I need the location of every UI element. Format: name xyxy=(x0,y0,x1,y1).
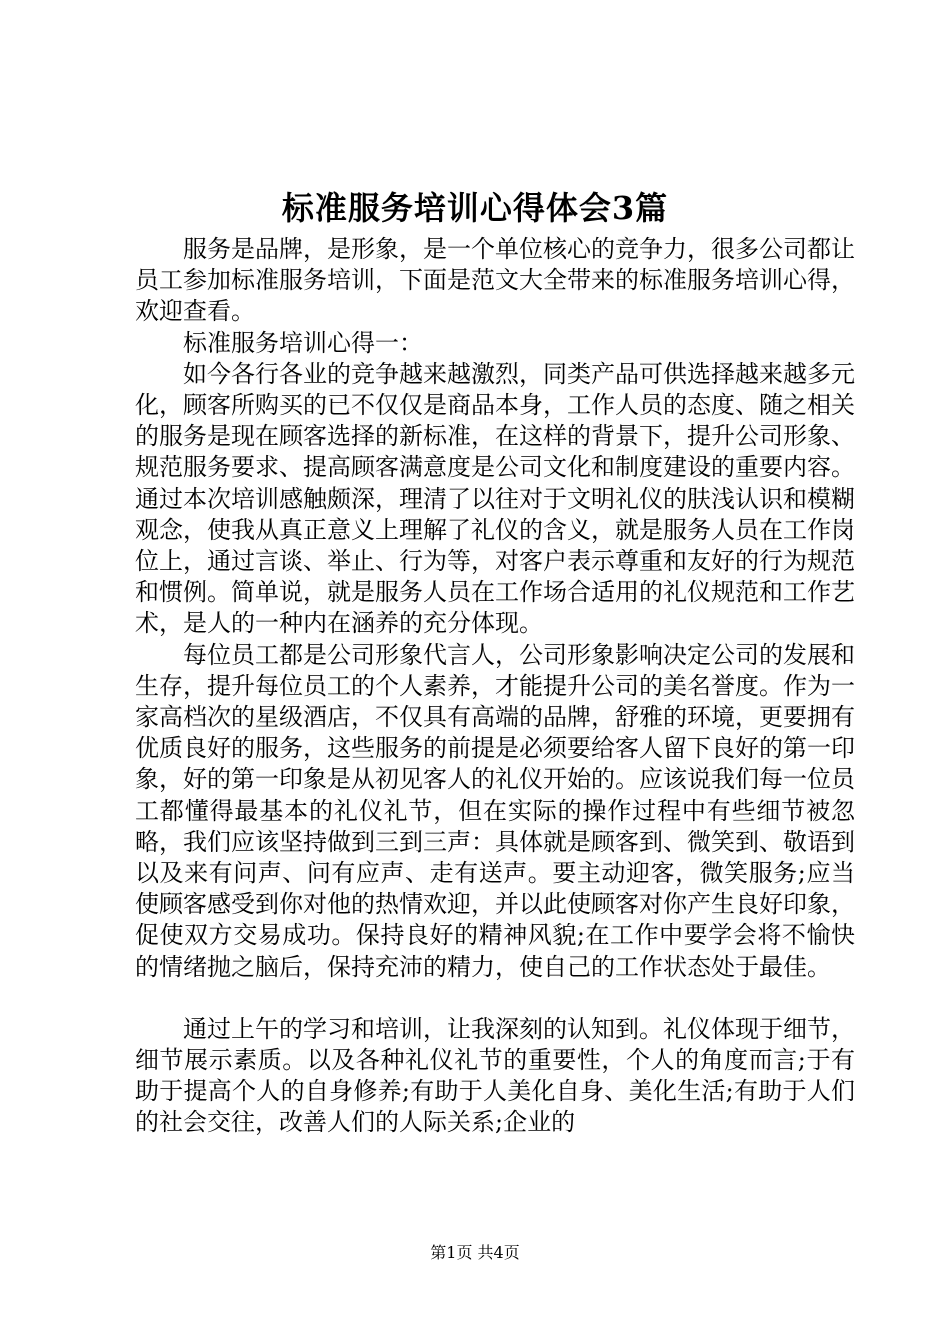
section-heading: 标准服务培训心得一： xyxy=(183,328,423,357)
body-paragraph: 通过上午的学习和培训，让我深刻的认知到。礼仪体现于细节，细节展示素质。以及各种礼仪礼节的重要性，个人的角度而言;于有助于提高个人的自身修养;有助于人美化自身、美化生活;有助于人们的社会交往，改善人们的人际关系;企业的 xyxy=(135,1014,855,1137)
intro-paragraph: 服务是品牌，是形象，是一个单位核心的竞争力，很多公司都让员工参加标准服务培训，下面是范文大全带来的标准服务培训心得，欢迎查看。 xyxy=(135,235,855,326)
body-paragraph: 如今各行各业的竞争越来越激烈，同类产品可供选择越来越多元化，顾客所购买的已不仅仅是商品本身，工作人员的态度、随之相关的服务是现在顾客选择的新标准，在这样的背景下，提升公司形象、规范服务要求、提高顾客满意度是公司文化和制度建设的重要内容。通过本次培训感触颇深，理清了以往对于文明礼仪的肤浅认识和模糊观念，使我从真正意义上理解了礼仪的含义，就是服务人员在工作岗位上，通过言谈、举止、行为等，对客户表示尊重和友好的行为规范和惯例。简单说，就是服务人员在工作场合适用的礼仪规范和工作艺术，是人的一种内在涵养的充分体现。 xyxy=(135,359,855,638)
body-paragraph: 每位员工都是公司形象代言人，公司形象影响决定公司的发展和生存，提升每位员工的个人素养，才能提升公司的美名誉度。作为一家高档次的星级酒店，不仅具有高端的品牌，舒雅的环境，更要拥有优质良好的服务，这些服务的前提是必须要给客人留下良好的第一印象，好的第一印象是从初见客人的礼仪开始的。应该说我们每一位员工都懂得最基本的礼仪礼节，但在实际的操作过程中有些细节被忽略，我们应该坚持做到三到三声：具体就是顾客到、微笑到、敬语到以及来有问声、问有应声、走有送声。要主动迎客，微笑服务;应当使顾客感受到你对他的热情欢迎，并以此使顾客对你产生良好印象，促使双方交易成功。保持良好的精神风貌;在工作中要学会将不愉快的情绪抛之脑后，保持充沛的精力，使自己的工作状态处于最佳。 xyxy=(135,640,855,981)
document-body xyxy=(135,234,855,1139)
document-title: 标准服务培训心得体会3篇 xyxy=(281,189,669,227)
page-footer: 第1页 共4页 xyxy=(430,1243,520,1262)
